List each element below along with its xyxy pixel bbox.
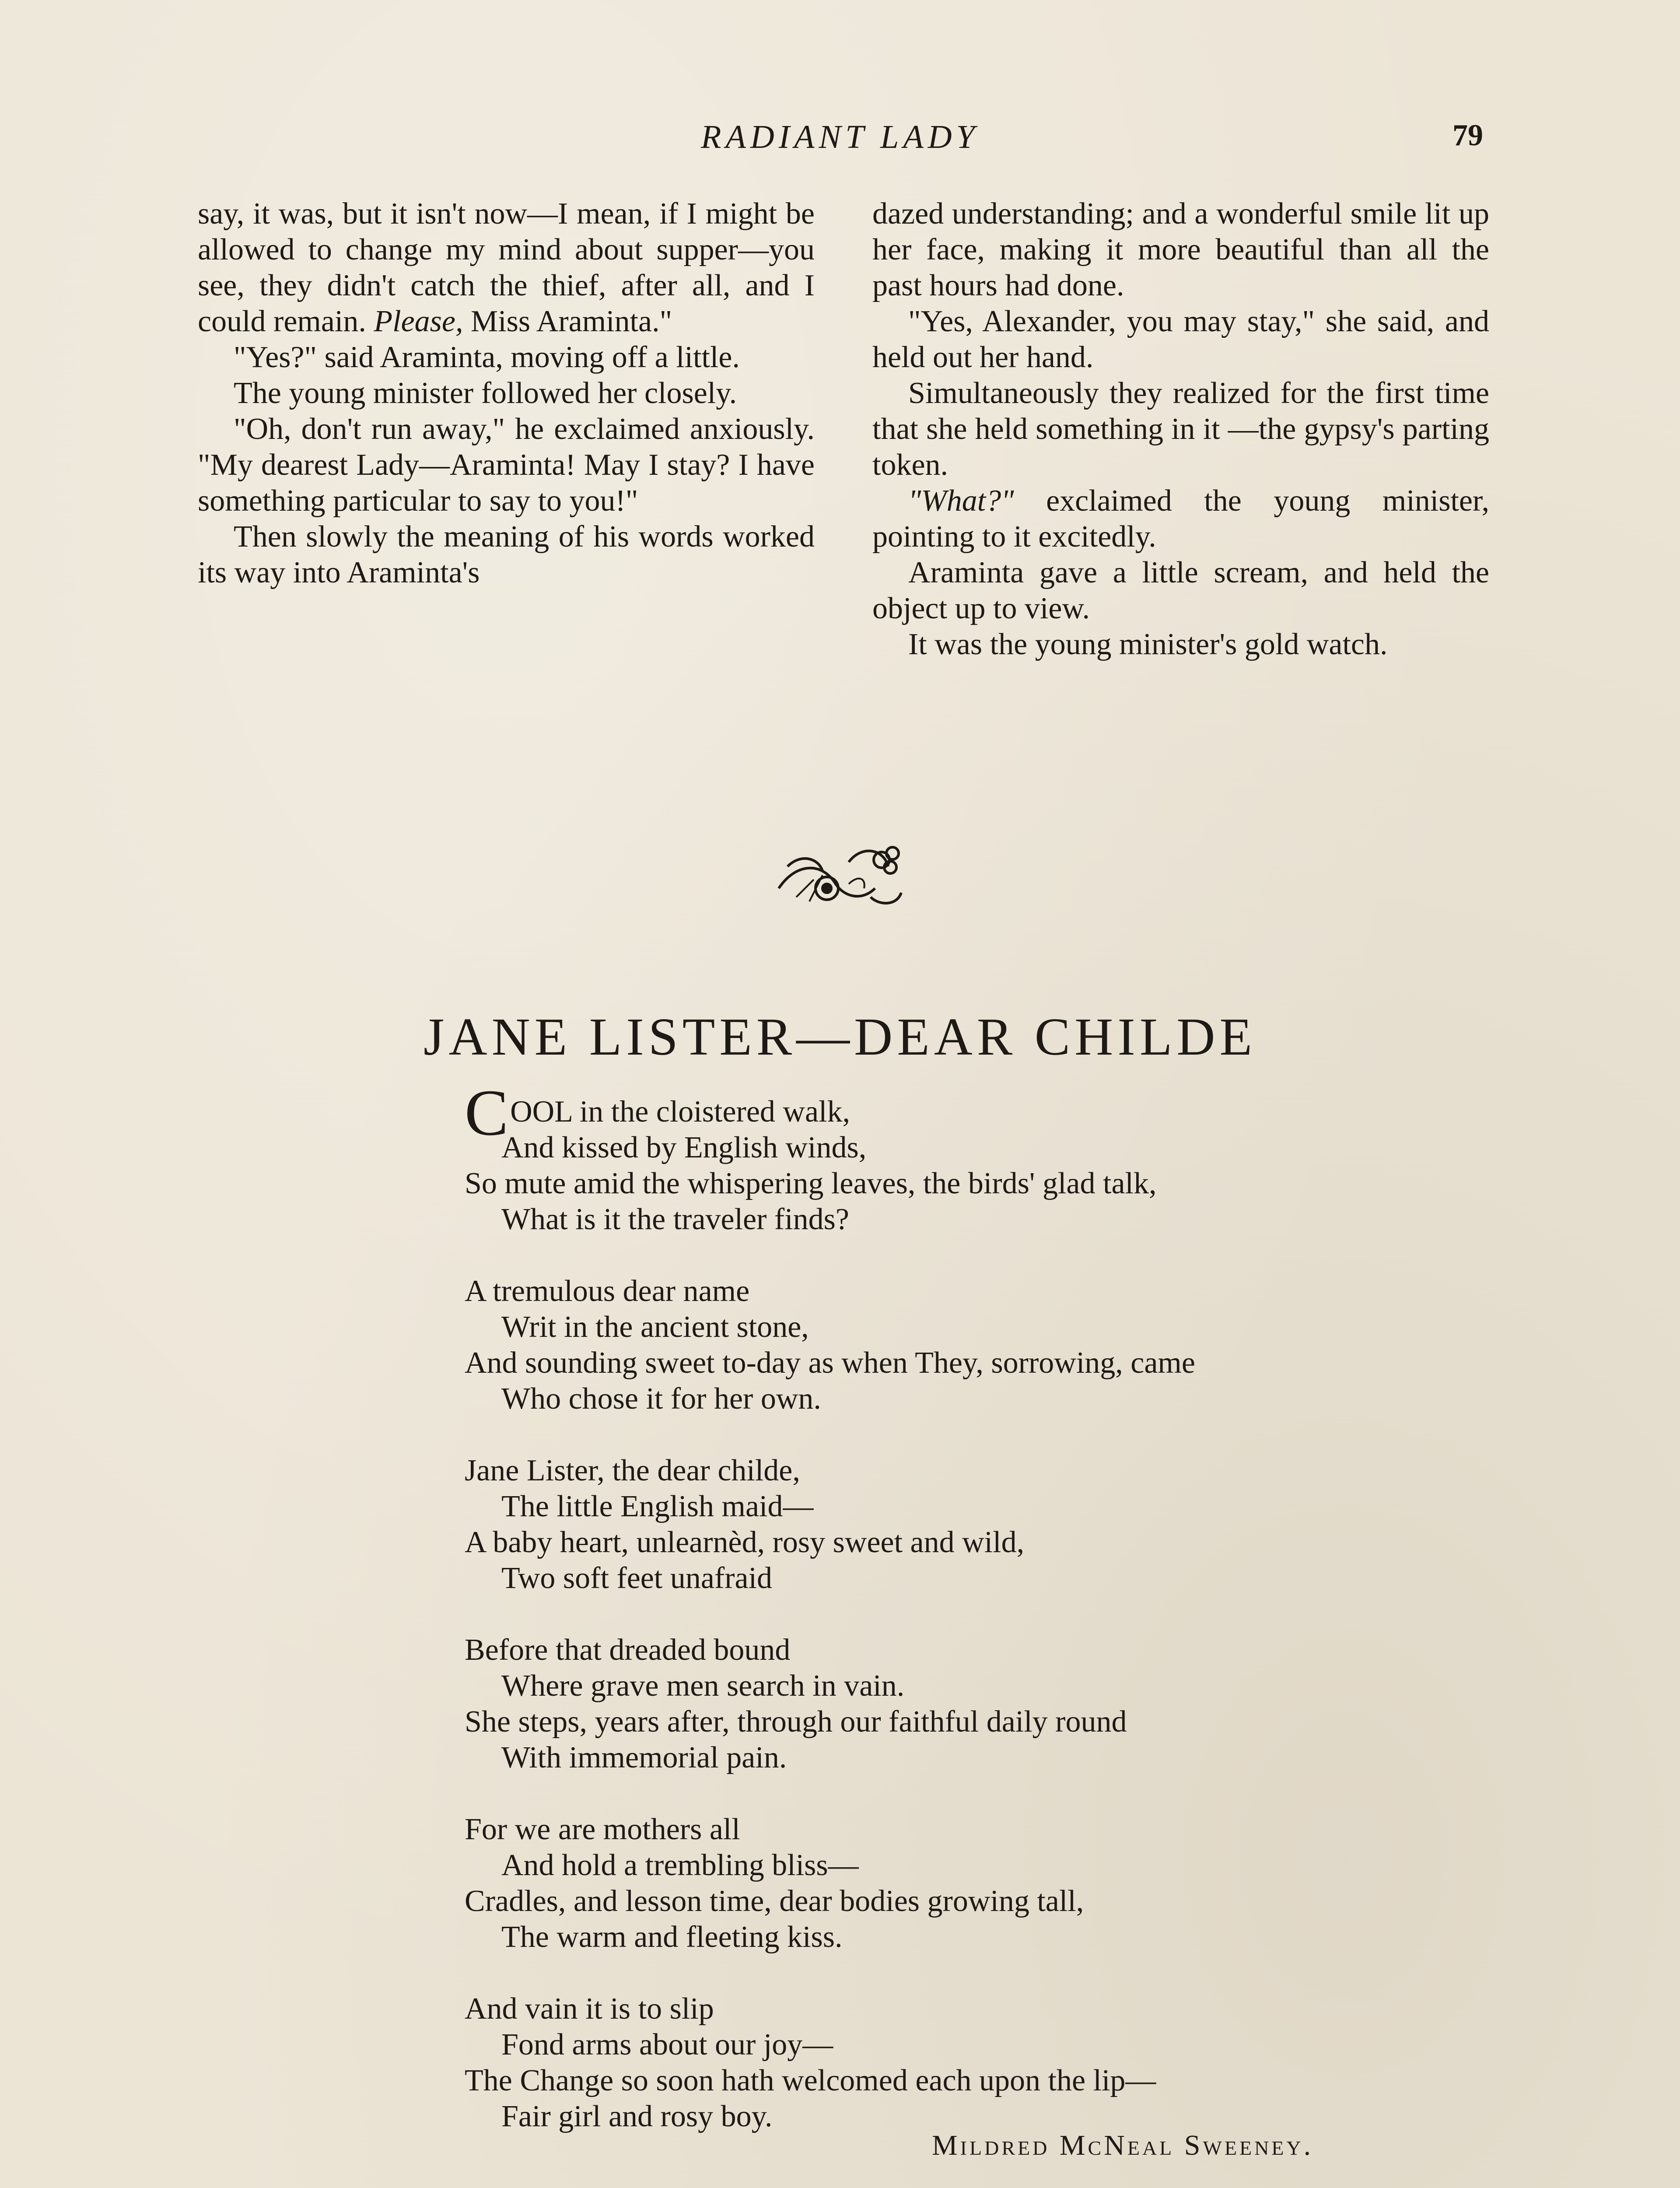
story-paragraph: "Yes?" said Araminta, moving off a little. xyxy=(234,340,740,374)
running-head xyxy=(0,118,1680,162)
poem-line: Before that dreaded bound xyxy=(465,1633,791,1667)
story-paragraph: Araminta gave a little scream, and held the object up to view. xyxy=(872,556,1489,625)
poem-line: Jane Lister, the dear childe, xyxy=(465,1454,800,1487)
story-paragraph: "What?" exclaimed the young minister, pointing to it excitedly. xyxy=(872,484,1489,554)
story-right-column xyxy=(872,196,1489,743)
poem-stanza xyxy=(465,1632,1471,1776)
poem-line: And kissed by English winds, xyxy=(501,1131,867,1164)
poem-stanza xyxy=(465,1453,1471,1596)
poem-line: So mute amid the whispering leaves, the birds' glad talk, xyxy=(465,1167,1157,1200)
poem-line: And hold a trembling bliss— xyxy=(501,1848,859,1882)
poem-line: Writ in the ancient stone, xyxy=(501,1310,809,1344)
poem-line: The Change so soon hath welcomed each upon the lip— xyxy=(465,2064,1156,2097)
story-paragraph: Simultaneously they realized for the first time that she held something in it —the gypsy's parting token. xyxy=(872,376,1489,482)
floral-vignette-icon xyxy=(770,836,910,915)
story-left-column xyxy=(198,196,815,743)
poem-line: With immemorial pain. xyxy=(501,1741,787,1774)
page-number: 79 xyxy=(1452,119,1483,152)
poem-line: Fond arms about our joy— xyxy=(501,2028,833,2062)
story-paragraph: "Oh, don't run away," he exclaimed anxiously. "My dearest Lady—Araminta! May I stay? I have something particular to say to you!" xyxy=(198,412,815,518)
poem-line: Fair girl and rosy boy. xyxy=(501,2100,773,2133)
poem-line: Two soft feet unafraid xyxy=(501,1561,773,1595)
poem-line: Where grave men search in vain. xyxy=(501,1669,905,1703)
story-paragraph: The young minister followed her closely. xyxy=(234,376,737,410)
running-title: RADIANT LADY xyxy=(701,119,979,155)
poem-stanza xyxy=(465,1076,1471,1238)
poem-line: A tremulous dear name xyxy=(465,1274,750,1308)
story-paragraph: say, it was, but it isn't now—I mean, if I might be allowed to change my mind about supper—you see, they didn't catch the thief, after all, and I could remain. Please, Miss Araminta." xyxy=(198,197,815,338)
poem-author: Mildred McNeal Sweeney. xyxy=(932,2129,1314,2161)
poem-line: A baby heart, unlearnèd, rosy sweet and wild, xyxy=(465,1525,1025,1559)
poem-line: For we are mothers all xyxy=(465,1813,740,1846)
poem-line: Cradles, and lesson time, dear bodies growing tall, xyxy=(465,1884,1084,1918)
poem-line: And vain it is to slip xyxy=(465,1992,714,2026)
poem-line: What is it the traveler finds? xyxy=(501,1203,849,1236)
poem-line: The little English maid— xyxy=(501,1490,814,1523)
poem-stanza xyxy=(465,1812,1471,1955)
poem-body xyxy=(465,1076,1471,2170)
story-continuation xyxy=(198,196,1489,743)
poem-line: COOL in the cloistered walk, xyxy=(465,1076,850,1149)
story-paragraph: dazed understanding; and a wonderful smile lit up her face, making it more beautiful than all the past hours had done. xyxy=(872,197,1489,302)
drop-cap: C xyxy=(465,1076,509,1149)
poem-line: The warm and fleeting kiss. xyxy=(501,1920,843,1954)
poem-line: And sounding sweet to-day as when They, sorrowing, came xyxy=(465,1346,1195,1380)
poem-stanza xyxy=(465,1273,1471,1417)
story-paragraph: "Yes, Alexander, you may stay," she said, and held out her hand. xyxy=(872,305,1489,374)
poem-title: JANE LISTER—DEAR CHILDE xyxy=(424,1007,1256,1066)
poem-line: Who chose it for her own. xyxy=(501,1382,821,1416)
story-paragraph: It was the young minister's gold watch. xyxy=(908,628,1388,661)
story-paragraph: Then slowly the meaning of his words worked its way into Araminta's xyxy=(198,520,815,589)
poem-line: She steps, years after, through our faithful daily round xyxy=(465,1705,1127,1739)
poem-stanza xyxy=(465,1991,1471,2135)
